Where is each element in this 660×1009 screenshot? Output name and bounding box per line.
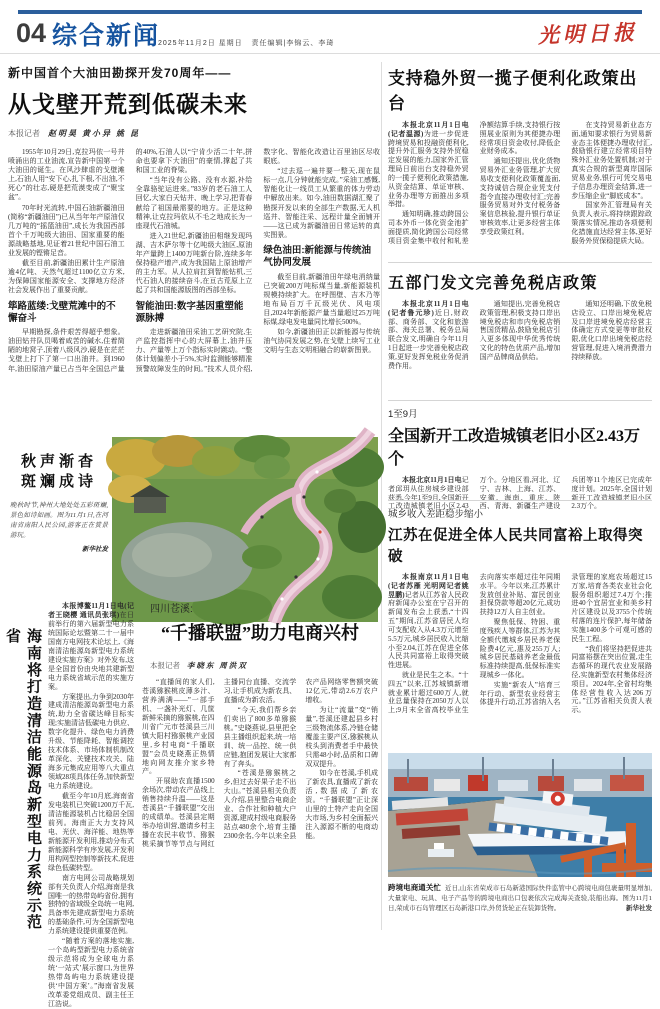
article-hainan-body: 本报博鳌11月1日电(记者王晓樱 通讯员张琪)在日前举行的第六届新型电力系统国际论坛暨第二十一届中国南方电网技术论坛上,《海南清洁能源岛新型电力系统建设实施方案》对外发布,这是全国首份由央地共建新型电力系统省域示范的实施方案。 方案提出,力争到2030年建成清洁能源岛新型电力系统,助力全省碳达峰目标实现;实施清洁低碳电力供应、数字化提升、绿色电力消费升级、节能降耗、智能调控技术体系、市场体制机制改革深化、关键技术攻关、陆海多元集成应用等八大重点领域28项具体任务,加快新型电力系统建设。 截至今年10月底,海南省发电装机已突破1200万千瓦,清洁能源装机占比稳居全国前列。海南正大力支持风电、光伏、海洋能、地热等新能源开发利用,推动分布式新能源科学有序发展,开发利用构网型控制等新技术,促进绿色低碳转型。 南方电网公司战略规划部有关负责人介绍,海南是我国唯一的热带岛屿省份,拥有独特的省域级全岛统一电网,具备率先建成新型电力系统的基础条件,可为全国新型电力系统建设提供重要范例。 “随着方案的落地实施,一个岛屿型新型电力系统省级示范将成为全球电力系统‘一站式’展示窗口,为世界热带岛屿电力系统建设提供‘中国方案’。”海南省发展改革委党组成员、副主任王江浩说。 (48, 602, 134, 1008)
article-dutyfree (388, 270, 652, 394)
article-jiangsu-kicker: 城乡收入差距稳步缩小 (388, 509, 484, 520)
masthead-logo: 光明日报 (537, 19, 639, 48)
byline-label: 本报记者 (150, 660, 180, 670)
article-jiangsu (388, 506, 652, 755)
article-oilfield (8, 64, 380, 410)
article-sichuan-byline (150, 660, 378, 671)
subhead-3: 绿色油田:新能源与传统油气协同发展 (263, 244, 371, 269)
page-number: 04 (16, 18, 47, 48)
divider (388, 500, 652, 501)
editors: 责任编辑|李锦云、李琦 (251, 40, 335, 47)
port-photo-caption (388, 882, 652, 913)
article-jiangsu-headline[interactable]: 江苏在促进全体人民共同富裕上取得突破 (388, 528, 643, 565)
article-hainan-headline[interactable]: 海南将打造清洁能源岛新型电力系统示范省 (4, 628, 41, 930)
article-sichuan-headline[interactable]: “千播联盟”助力电商兴村 (161, 623, 359, 643)
subhead-2: 智能油田:数字基因重塑能源脉搏 (135, 300, 244, 324)
article-sichuan-kicker: 四川苍溪: (150, 604, 193, 615)
edition-date: 2025年11月2日 星期日 (158, 40, 243, 47)
port-photo[interactable] (388, 753, 652, 877)
article-trade-body: 本报北京11月1日电(记者温源)为进一步促进跨境贸易和投融资便利化,提升外汇服务支持外贸稳定发展的能力,国家外汇管理局日前出台支持稳外贸的一揽子便利化政策措施,从资金结算、单证审核、业务办理等方面推出多项举措。 通知明确,推动跨国公司本外币一体化资金池扩面提质,简化跨国公司经常项目资金集中收付和轧差净额结算手续,支持银行按照展业原则为其便捷办理经常项目资金收付,降低企业财务成本。 通知还提出,优化货物贸易外汇业务管理,扩大贸易收支便利化政策覆盖面,支持诚信合规企业凭支付指令直接办理收付汇;完善服务贸易对外支付税务备案信息核验,提升银行单证审核效率,让更多经营主体享受政策红利。 在支持贸易新业态方面,通知要求银行为贸易新业态主体便捷办理收付汇,鼓励银行建立经常项目特殊外汇业务处置机制;对于真实合规的新型离岸国际贸易业务,银行可凭交易电子信息办理资金结算,进一步压缩企业“脚底成本”。 国家外汇管理局有关负责人表示,将持续跟踪政策落实情况,推动各项便利化措施直达经营主体,更好服务外贸保稳提质大局。 (388, 121, 652, 245)
article-renovation-kicker: 1至9月 (388, 409, 418, 420)
article-sichuan-body: “直播间的家人们,苍溪猕猴桃皮薄多汁、营养满满——”一部手机、一盏补光灯、几筐新鲜采摘的猕猴桃,在四川省广元市苍溪县三川镇大阳村猕猴桃产业园里,乡村电商“千播联盟”会员史晓燕正热情地向网友推介家乡特产。 开展助农直播1500余场次,带动农产品线上销售持续升温——这是苍溪县“千播联盟”交出的成绩单。苍溪县定期举办培训营,邀请乡村主播在农民丰收节、猕猴桃采摘节等节点与网红主播同台直播、交流学习,让手机成为新农具、直播成为新农活。 “今天,我们帮乡亲们卖出了800多单猕猴桃。”史晓燕说,县里把全县主播组织起来,统一培训、统一品控、统一供应链,抱团发展让大家都有了奔头。 “苍溪是猕猴桃之乡,但过去好果子走不出大山。”苍溪县相关负责人介绍,县里整合电商企业、合作社和种植大户资源,建成村级电商服务站点480余个,培育主播2300余名,今年以来全县农产品网络零售额突破12亿元,带动2.6万农户增收。 为让“流量”变“销量”,苍溪还建起县乡村三级物流体系,冷链仓储覆盖主要产区,猕猴桃从枝头到消费者手中最快只需48小时,品质和口碑双双提升。 如今在苍溪,手机成了新农具,直播成了新农活,数据成了新农资。“千播联盟”正让深山里的土特产走向全国大市场,为乡村全面振兴注入源源不断的电商动能。 (142, 677, 378, 849)
port-caption-credit: 新华社发 (626, 904, 652, 912)
edition-dateline (158, 38, 334, 48)
park-caption-title-line2: 斑斓成诗 (20, 474, 97, 490)
divider (381, 62, 382, 930)
divider (388, 400, 652, 401)
park-photo-caption-block (10, 452, 108, 553)
article-oilfield-kicker: 新中国首个大油田勘探开发70周年—— (8, 66, 232, 80)
byline-label: 本报记者 (8, 129, 40, 138)
masthead-rule-bar (18, 10, 642, 14)
article-oilfield-body: 1955年10月29日,克拉玛依一号井喷涌出的工业油流,宣告新中国第一个大油田的诞生。在风沙肆虐的戈壁滩上,石油人用“安下心,扎下根,不出油,不死心”的壮志,硬是把荒漠变成了“聚宝盆”。 70年时光流转,中国石油新疆油田(简称“新疆油田”)已从当年年产原油仅几万吨的“摇篮油田”,成长为我国西部首个千万吨级大油田、国家重要的能源战略基地,见证着21世纪中国石油工业发展的铿锵足音。 截至目前,新疆油田累计生产原油逾4亿吨、天然气超过1100亿立方米,为保障国家能源安全、支撑地方经济社会发展作出了重要贡献。 筚路蓝缕:戈壁荒滩中的不懈奋斗 早期勘探,条件艰苦得超乎想象。油田钻井队员喝着咸苦的碱水,住着简陋的地窝子,顶着八级风沙,硬是在茫茫戈壁上打下了第一口出油井。到1960年,油田原油产量已占当年全国总产量的40%,石油人以“宁肯少活二十年,拼命也要拿下大油田”的豪情,撑起了共和国工业的脊梁。 “当年没有公路、没有水源,补给全靠骆驼运进来。”83岁的老石油工人回忆,大家白天钻井、晚上学习,把青春献给了祖国最需要的地方。正是这种精神,让克拉玛依从不毛之地成长为一座现代石油城。 进入21世纪,新疆油田相继发现玛湖、吉木萨尔等十亿吨级大油区,原油年产量跨上1400万吨新台阶,连续多年保持稳产增产,成为我国陆上原油增产的主力军。从人拉肩扛到智能钻机,三代石油人的接续奋斗,在亘古荒原上立起了共和国能源版图的西部坐标。 智能油田:数字基因重塑能源脉搏 走进新疆油田采油工艺研究院,生产监控指挥中心的大屏幕上,油井压力、产量等上万个指标实时跳动。“整体计划偏差小于5%,实时监测能够精准预警故障发生的时间。”技术人员介绍,数字化、智能化改造让百里油区尽收眼底。 “过去巡一遍井要一整天,现在鼠标一点,几分钟就能完成。”采油工感慨,智能化让一线员工从繁重的体力劳动中解放出来。如今,油田数据湖汇聚了勘探开发以来的全部生产数据,无人机巡井、智能注采、远程计量全面铺开——这已成为新疆油田日常运转的真实图景。 绿色油田:新能源与传统油气协同发展 截至目前,新疆油田年绿电消纳量已突破200万吨标煤当量,新能源装机规模持续扩大。在呼图壁、吉木乃等地布局百万千瓦级光伏、风电项目,2024年新能源产量当量超过25万吨标煤,绿电发电量同比增长500%。 如今,新疆油田正以新能源与传统油气协同发展之势,在戈壁上续写工业文明与生态文明相融合的崭新图景。 (8, 148, 380, 373)
article-oilfield-byline (8, 128, 380, 139)
park-photo[interactable] (112, 437, 378, 622)
port-caption-text: 近日,山东省荣成市石岛新港国际快件监管中心跨境电商包裹量明显增加,大量家电、玩具、电子产品等的跨境电商出口包裹依次完成海关查验,装船出海。图为11月1日,荣成市石岛管理区石岛新港口岸,外贸货轮正在装卸货物。 (388, 885, 653, 912)
article-jiangsu-body: 本报南京11月1日电(记者苏雁 光明网记者姚昱鹏)记者从江苏省人民政府新闻办公室在宁召开的新闻发布会上获悉,“十四五”期间,江苏省居民人均可支配收入从4.3万元增至5.5万元,城乡居民收入比缩小至2.04,江苏在促进全体人民共同富裕上取得突破性进展。 就业是民生之本。“十四五”以来,江苏城镇新增就业累计超过600万人,就业总量保持在2050万人以上;9月末全省高校毕业生去向落实率超过往年同期水平。今年以来,江苏累计发放创业补贴、富民创业担保贷款等超20亿元,成功扶持12万人自主创业。 聚焦低保、特困、重度残疾人等群体,江苏为其全额代缴城乡居民养老保险费4亿元,惠及255万人;城乡居民基础养老金最低标准持续提高,低保标准实现城乡一体化。 实施“新农人”培育三年行动、新型农业经营主体提升行动,江苏省纳入名录管理的家庭农场超过15万家,培育各类农业社会化服务组织超过7.4万个;推进40个宜居宜业和美乡村片区建设以及3755个传统村落的连片保护,每年储备实施1400多个可观可感的民生工程。 “我们将坚持把促进共同富裕摆在突出位置,走生态循环的现代农业发展路径,实施新型农村集体经济项目。2024年,全省村均集体经营性收入达206万元。”江苏省相关负责人表示。 (388, 573, 652, 715)
article-dutyfree-headline[interactable]: 五部门发文完善免税店政策 (388, 275, 599, 292)
article-sichuan (142, 600, 378, 926)
article-renovation-body: 本报北京11月1日电记者邱玥从住房城乡建设部获悉,今年1至9月,全国新开工改造城镇老旧小区2.43万个。分地区看,河北、辽宁、吉林、上海、江苏、安徽、海南、重庆、陕西、青海、新疆生产建设兵团等11个地区已完成年度计划。2025年,全国计划新开工改造城镇老旧小区2.3万个。 (388, 476, 652, 511)
divider (388, 262, 652, 263)
article-trade-headline[interactable]: 支持稳外贸一揽子便利化政策出台 (388, 69, 638, 113)
byline-names: 赵明昊 黄小异 姚 昆 (48, 129, 140, 138)
article-renovation-headline[interactable]: 全国新开工改造城镇老旧小区2.43万个 (388, 428, 641, 468)
byline-names: 李晓东 周洪双 (186, 660, 248, 670)
port-photo-illustration (388, 753, 652, 877)
park-caption-credit: 新华社发 (82, 546, 108, 554)
article-trade (388, 64, 652, 271)
section-title: 综合新闻 (52, 22, 161, 50)
divider (0, 53, 660, 54)
port-caption-lead: 跨境电商通关忙 (388, 883, 441, 892)
park-photo-illustration (112, 437, 378, 622)
article-oilfield-headline[interactable]: 从戈壁开荒到低碳未来 (8, 91, 248, 117)
park-caption-text: 晚秋时节,神州大地处处五彩斑斓,景色如诗如画。图为11月1日,在河南省南阳人民公园,游客正在赏景游玩。 (10, 502, 108, 540)
park-caption-title-line1: 秋声渐杳 (20, 454, 97, 470)
article-dutyfree-body: 本报北京11月1日电(记者鲁元珍)近日,财政部、商务部、文化和旅游部、海关总署、税务总局联合发文,明确自今年11月1日起进一步完善免税店政策,更好发挥免税业务促消费作用。 通知提出,完善免税店政策管理,积极支持口岸出境免税店和市内免税店销售国货精品,鼓励免税店引入更多体现中华优秀传统文化的特色优质产品,增加国产品牌商品供给。 通知还明确,下放免税店设立、口岸出境免税店及口岸进境免税店经营主体确定方式变更等审批权限,优化口岸出境免税店经营管理,促进入境消费潜力持续释放。 (388, 300, 652, 370)
subhead-1: 筚路蓝缕:戈壁荒滩中的不懈奋斗 (8, 300, 116, 324)
